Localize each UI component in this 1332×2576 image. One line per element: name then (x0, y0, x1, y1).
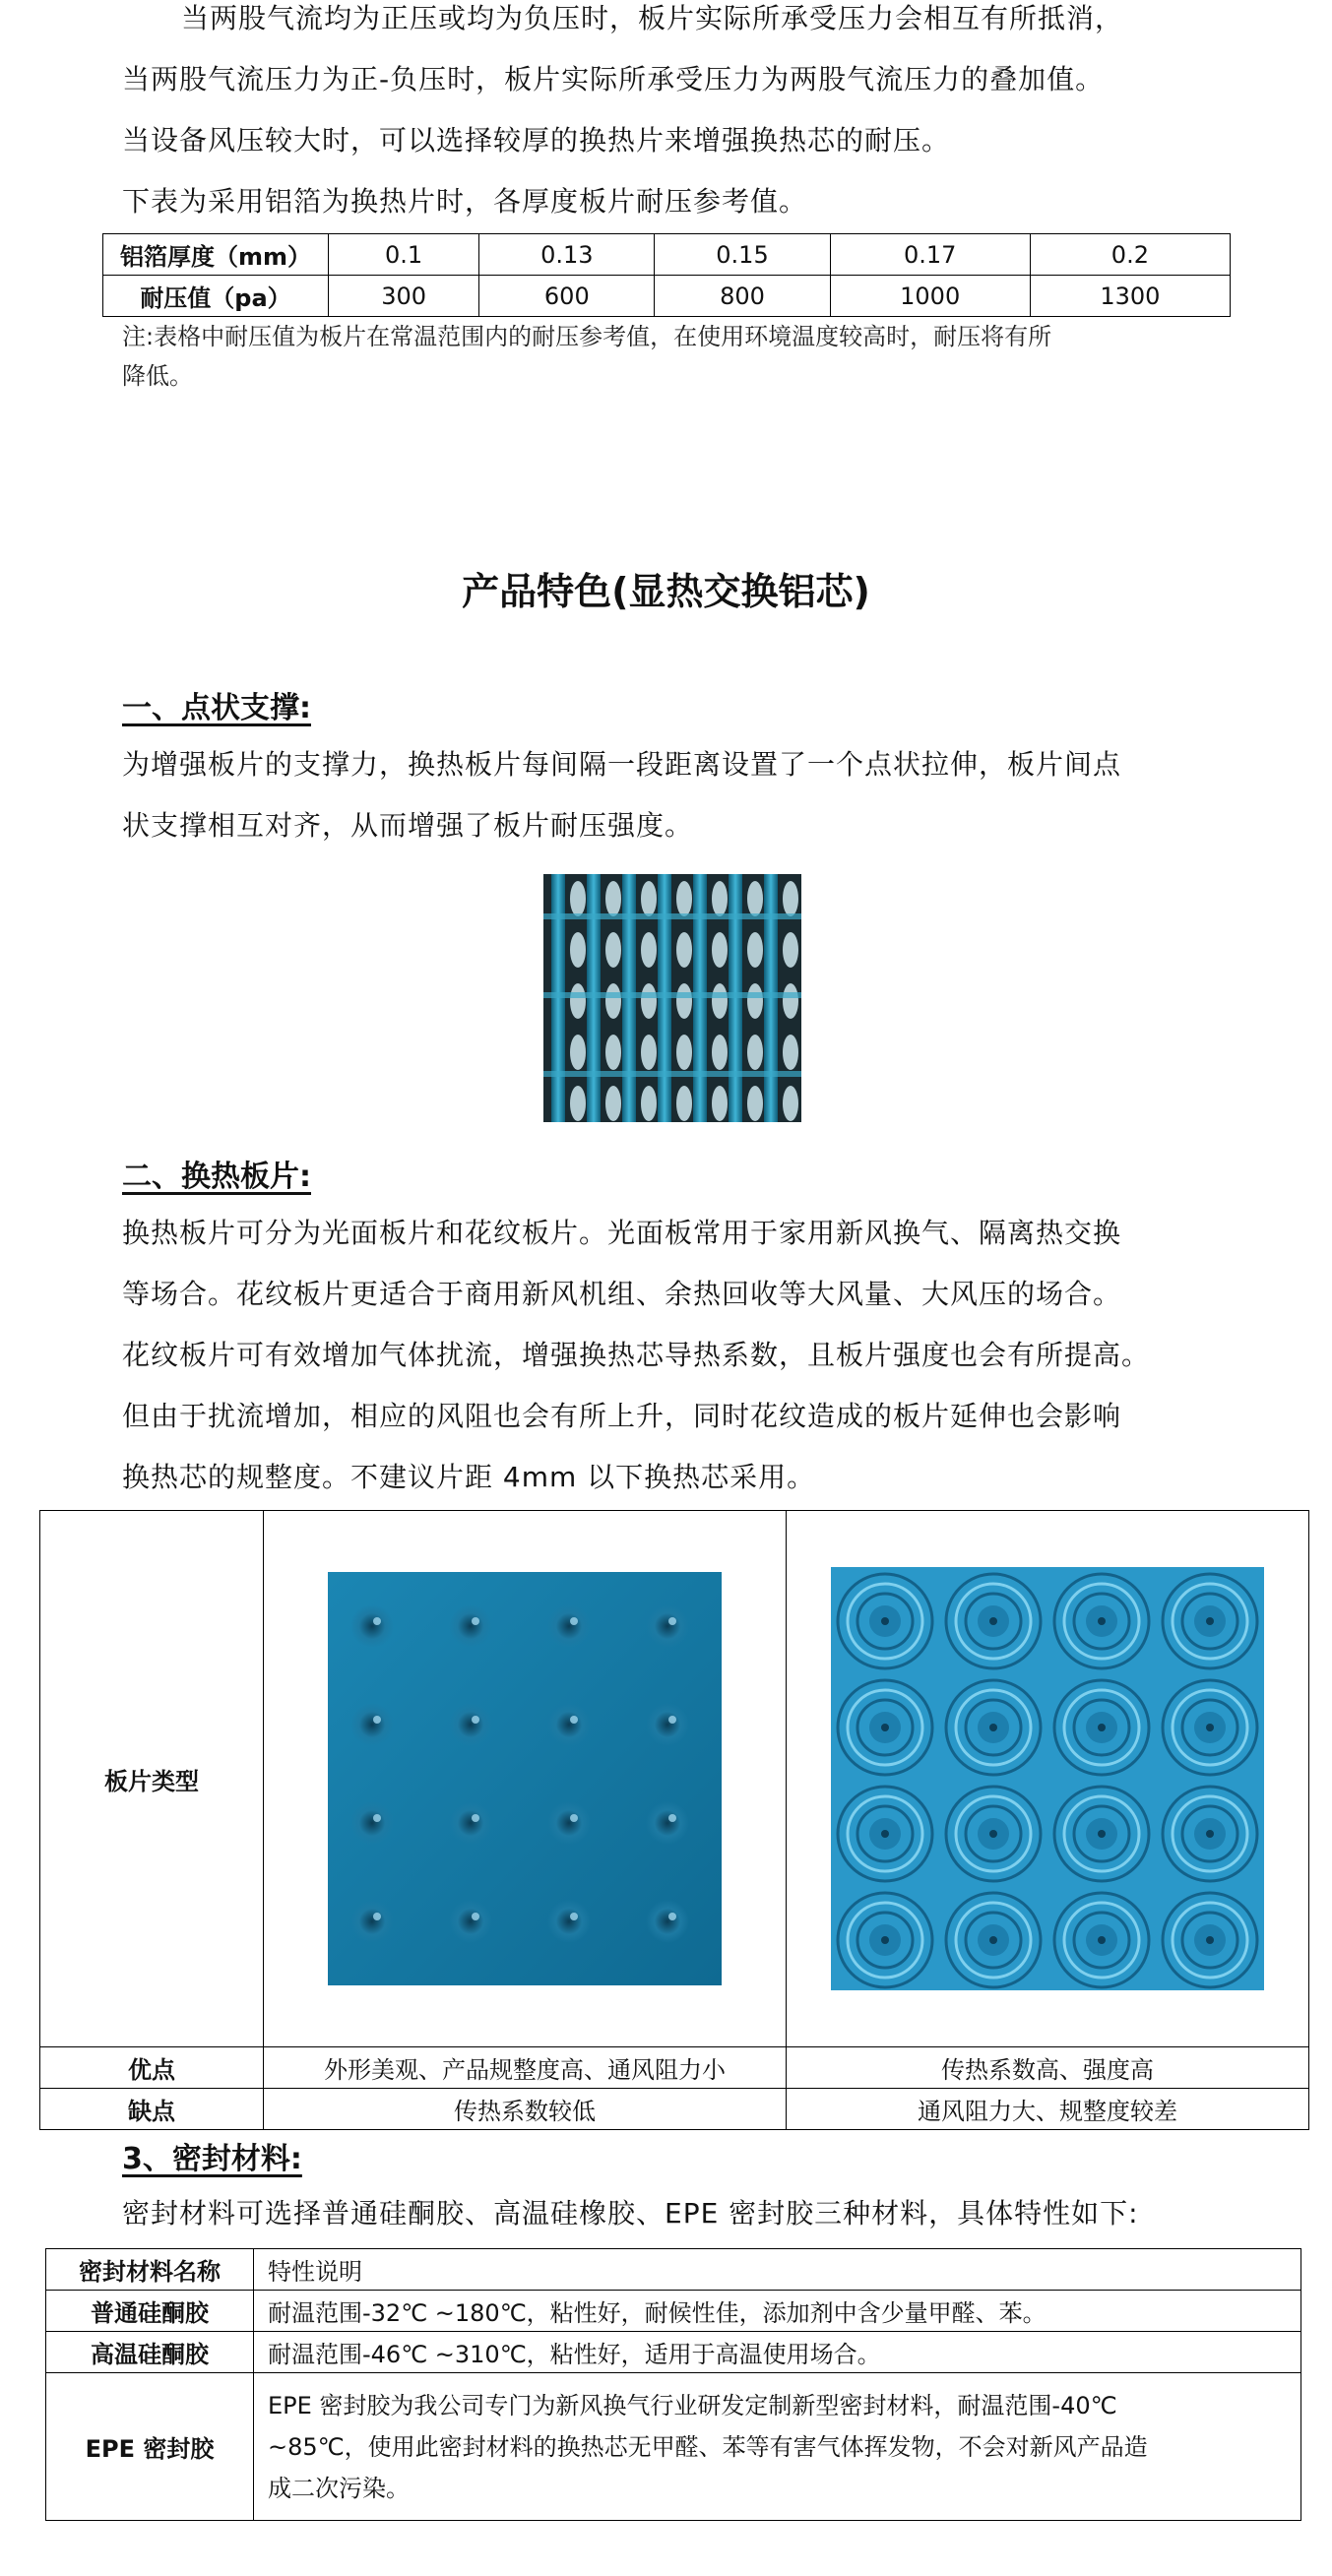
table-cell: 300 (329, 276, 479, 317)
point-support-photo (543, 874, 801, 1122)
thickness-header: 铝箔厚度（mm） (103, 234, 329, 276)
pattern-cons: 通风阻力大、规整度较差 (787, 2089, 1309, 2130)
table-row (103, 276, 1231, 317)
table-row (40, 2089, 1309, 2130)
section-3-intro (122, 2183, 1235, 2244)
table-cell: 0.15 (655, 234, 830, 276)
note-line: 降低。 (122, 362, 193, 390)
seal-table (45, 2248, 1301, 2521)
paragraph-line: 密封材料可选择普通硅酮胶、高温硅橡胶、EPE 密封胶三种材料，具体特性如下: (122, 2197, 1139, 2230)
table-row (40, 1511, 1309, 2047)
pattern-pros: 传热系数高、强度高 (787, 2047, 1309, 2089)
pattern-plate-cell (787, 1511, 1309, 2047)
section-2-heading: 二、换热板片: (122, 1160, 311, 1194)
paragraph-line: 换热板片可分为光面板片和花纹板片。光面板常用于家用新风换气、隔离热交换 (122, 1217, 1122, 1249)
pressure-header: 耐压值（pa） (103, 276, 329, 317)
intro-line: 下表为采用铝箔为换热片时，各厚度板片耐压参考值。 (122, 185, 808, 218)
seal-name: EPE 密封胶 (46, 2373, 254, 2521)
table-cell: 0.13 (479, 234, 655, 276)
paragraph-line: 换热芯的规整度。不建议片距 4mm 以下换热芯采用。 (122, 1461, 816, 1493)
table-row (103, 234, 1231, 276)
table-row (46, 2249, 1301, 2291)
epe-desc-line: 成二次污染。 (268, 2474, 410, 2502)
seal-desc: 耐温范围-46℃ ~310℃，粘性好，适用于高温使用场合。 (254, 2332, 1301, 2373)
paragraph-line: 等场合。花纹板片更适合于商用新风机组、余热回收等大风量、大风压的场合。 (122, 1278, 1122, 1310)
point-support-image (543, 874, 801, 1122)
pattern-plate-image (831, 1567, 1264, 1990)
seal-desc (254, 2373, 1301, 2521)
smooth-plate-image (328, 1572, 722, 1985)
paragraph-line: 状支撑相互对齐，从而增强了板片耐压强度。 (122, 809, 694, 842)
table-cell: 0.1 (329, 234, 479, 276)
table-row (46, 2291, 1301, 2332)
table-cell: 600 (479, 276, 655, 317)
table-cell: 0.17 (830, 234, 1030, 276)
table-row (46, 2373, 1301, 2521)
section-1-heading: 一、点状支撑: (122, 691, 311, 725)
seal-name: 普通硅酮胶 (46, 2291, 254, 2332)
seal-desc-header: 特性说明 (254, 2249, 1301, 2291)
note-line: 注:表格中耐压值为板片在常温范围内的耐压参考值，在使用环境温度较高时，耐压将有所 (122, 323, 1052, 350)
paragraph-line: 为增强板片的支撑力，换热板片每间隔一段距离设置了一个点状拉伸，板片间点 (122, 748, 1122, 781)
smooth-cons: 传热系数较低 (264, 2089, 787, 2130)
pros-label: 优点 (40, 2047, 264, 2089)
plate-comparison-table (39, 1510, 1309, 2130)
paragraph-line: 花纹板片可有效增加气体扰流，增强换热芯导热系数，且板片强度也会有所提高。 (122, 1339, 1151, 1371)
section-title: 产品特色(显热交换铝芯) (462, 570, 870, 613)
table-cell: 1000 (830, 276, 1030, 317)
intro-paragraph (122, 0, 1235, 232)
plate-type-label: 板片类型 (40, 1511, 264, 2047)
epe-desc-line: EPE 密封胶为我公司专门为新风换气行业研发定制新型密封材料，耐温范围-40℃ (268, 2391, 1117, 2419)
section-3-heading: 3、密封材料: (122, 2142, 302, 2176)
section-1-paragraph (122, 734, 1235, 856)
table-row (46, 2332, 1301, 2373)
table-cell: 0.2 (1030, 234, 1230, 276)
paragraph-line: 但由于扰流增加，相应的风阻也会有所上升，同时花纹造成的板片延伸也会影响 (122, 1400, 1122, 1432)
seal-desc: 耐温范围-32℃ ~180℃，粘性好，耐候性佳，添加剂中含少量甲醛、苯。 (254, 2291, 1301, 2332)
intro-line: 当两股气流均为正压或均为负压时，板片实际所承受压力会相互有所抵消， (181, 2, 1124, 34)
intro-line: 当两股气流压力为正-负压时，板片实际所承受压力为两股气流压力的叠加值。 (122, 63, 1105, 95)
table-cell: 1300 (1030, 276, 1230, 317)
seal-name: 高温硅酮胶 (46, 2332, 254, 2373)
smooth-plate-cell (264, 1511, 787, 2047)
section-2-paragraph (122, 1203, 1235, 1508)
seal-name-header: 密封材料名称 (46, 2249, 254, 2291)
smooth-pros: 外形美观、产品规整度高、通风阻力小 (264, 2047, 787, 2089)
table-note (122, 317, 1235, 396)
epe-desc-line: ~85℃，使用此密封材料的换热芯无甲醛、苯等有害气体挥发物，不会对新风产品造 (268, 2432, 1148, 2461)
cons-label: 缺点 (40, 2089, 264, 2130)
pressure-table (102, 233, 1231, 317)
table-row (40, 2047, 1309, 2089)
intro-line: 当设备风压较大时，可以选择较厚的换热片来增强换热芯的耐压。 (122, 124, 951, 157)
table-cell: 800 (655, 276, 830, 317)
